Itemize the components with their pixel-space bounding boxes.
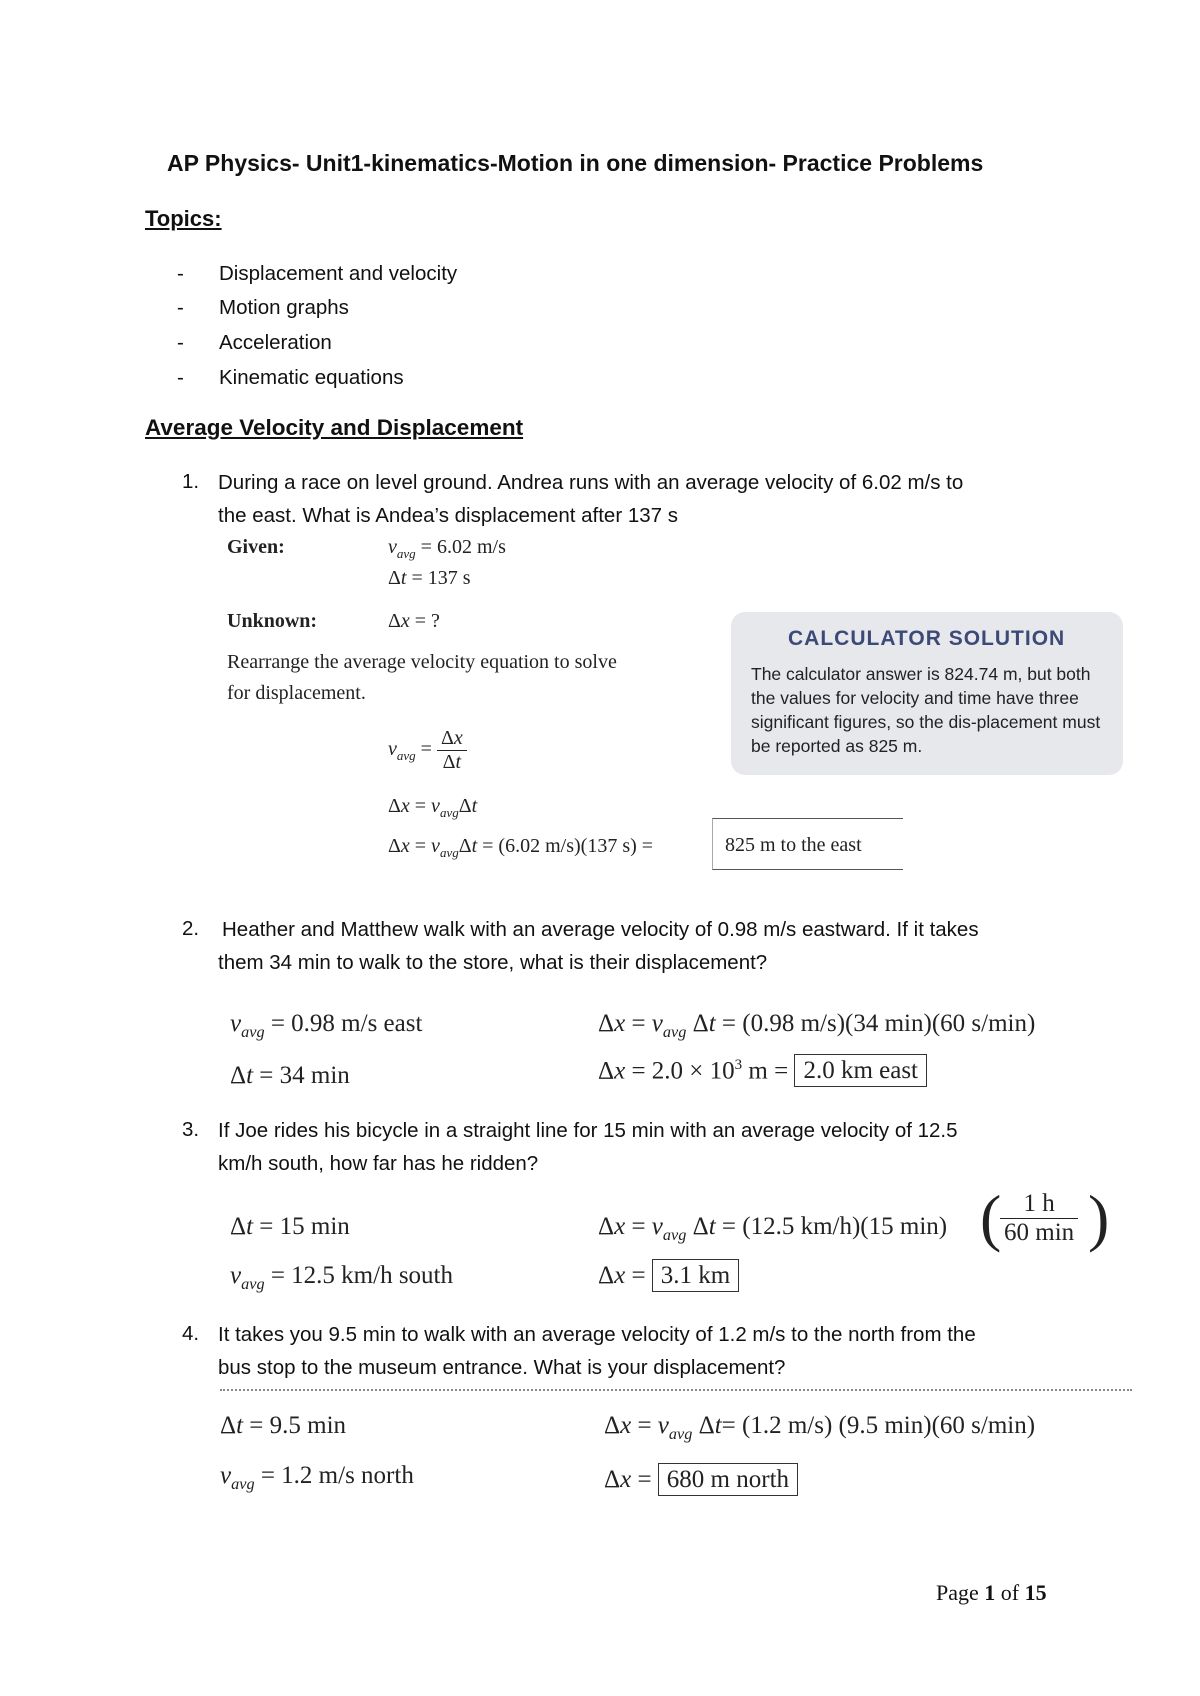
problem-4-text — [218, 1318, 1078, 1384]
topic-item — [177, 366, 404, 390]
unknown-label: Unknown: — [227, 610, 318, 632]
bullet-dash: - — [177, 262, 184, 285]
problem-2-velocity-value: = 0.98 m/s east — [270, 1010, 423, 1037]
calculator-solution-title: CALCULATOR SOLUTION — [788, 627, 1066, 650]
calculator-solution-body: The calculator answer is 824.74 m, but both the values for velocity and time have three significant figures, so the dis-placement must be reported as 825 m. — [751, 664, 1101, 756]
bullet-dash: - — [177, 296, 184, 319]
problem-2-velocity: $v_{avg} = 0.98$ m/s east — [230, 1010, 423, 1041]
given-velocity: $v_{avg} = 6.02$ m/s — [388, 536, 506, 561]
bullet-dash: - — [177, 331, 184, 354]
topic-label: Motion graphs — [219, 296, 349, 319]
problem-4-time: Δt = 9.5 min — [220, 1412, 347, 1439]
problem-4-number: 4. — [182, 1322, 200, 1345]
rearrange-line-1: Rearrange the average velocity equation to solve — [227, 651, 617, 673]
topic-label: Displacement and velocity — [219, 262, 458, 285]
problem-1-line-1: During a race on level ground. Andrea runs with an average velocity of 6.02 m/s to — [218, 471, 964, 494]
problem-4-answer: 680 m north — [658, 1463, 798, 1496]
fraction-numerator: 1 h — [1000, 1190, 1078, 1219]
problem-3-velocity-value: = 12.5 km/h south — [270, 1262, 453, 1289]
problem-3-conversion-fraction — [980, 1182, 1110, 1253]
bullet-dash: - — [177, 366, 184, 389]
given-time-value: = 137 s — [411, 567, 471, 589]
problem-3-line-1: If Joe rides his bicycle in a straight line for 15 min with an average velocity of 12.5 — [218, 1119, 958, 1142]
document-title: AP Physics- Unit1-kinematics-Motion in one dimension- Practice Problems — [167, 150, 984, 176]
problem-2-eq2-exp: 3 — [734, 1057, 743, 1073]
problem-1-text — [218, 466, 1078, 532]
problem-3-answer: 3.1 km — [652, 1259, 739, 1292]
equation-avg-velocity: $v_{avg}$ = $\frac{\Delta x}{\Delta t}$ — [388, 727, 467, 774]
fraction-hours-minutes — [1000, 1190, 1078, 1247]
unknown-value: = ? — [414, 610, 440, 632]
topic-item — [177, 262, 457, 286]
problem-3-number: 3. — [182, 1118, 200, 1141]
problem-4-velocity-value: = 1.2 m/s north — [260, 1462, 414, 1489]
problem-1-answer: 825 m to the east — [725, 834, 862, 856]
problem-3-equation-2: Δx = 3.1 km — [598, 1262, 739, 1290]
page-of-label: of — [1000, 1580, 1020, 1605]
topic-label: Kinematic equations — [219, 366, 404, 389]
topics-heading: Topics: — [145, 206, 222, 231]
problem-4-eq2-equals: = — [637, 1466, 652, 1493]
problem-1-line-2: the east. What is Andea’s displacement after 137 s — [218, 504, 678, 527]
problem-4-equation-2: Δx = 680 m north — [604, 1466, 798, 1494]
fraction-dx-dt: $\frac{\Delta x}{\Delta t}$ — [437, 727, 467, 774]
problem-3-eq2-equals: = — [631, 1262, 646, 1289]
unknown-displacement: Δx = ? — [388, 610, 440, 632]
equation-dx-2-values: = (6.02 m/s)(137 s) = — [482, 835, 654, 857]
problem-4-time-value: = 9.5 min — [249, 1412, 347, 1439]
problem-3-time-value: = 15 min — [259, 1213, 350, 1240]
problem-3-time: Δt = 15 min — [230, 1213, 350, 1240]
topic-item — [177, 296, 349, 320]
given-time: Δt = 137 s — [388, 567, 471, 589]
problem-4-equation-1-values: = (1.2 m/s) (9.5 min)(60 s/min) — [721, 1412, 1036, 1439]
fraction-denominator: 60 min — [1004, 1219, 1075, 1246]
topic-item — [177, 331, 332, 355]
problem-4-velocity: $v_{avg} = 1.2$ m/s north — [220, 1462, 414, 1493]
problem-2-time: Δt = 34 min — [230, 1062, 350, 1089]
given-velocity-value: = 6.02 m/s — [420, 536, 506, 558]
problem-3-velocity: $v_{avg} = 12.5$ km/h south — [230, 1262, 453, 1293]
dotted-divider — [220, 1389, 1132, 1391]
problem-2-equation-1: $\Delta x = v_{avg}$ Δt = (0.98 m/s)(34 min)(60 s/min) — [598, 1010, 1036, 1041]
answer-box — [712, 818, 903, 870]
page-total: 15 — [1024, 1580, 1047, 1605]
problem-4-line-1: It takes you 9.5 min to walk with an average velocity of 1.2 m/s to the north from the — [218, 1323, 976, 1346]
left-paren: ( — [980, 1182, 1002, 1253]
page-current: 1 — [984, 1580, 996, 1605]
problem-2-number: 2. — [182, 917, 200, 940]
problem-2-line-2: them 34 min to walk to the store, what is their displacement? — [218, 951, 768, 974]
problem-3-equation-1-values: = (12.5 km/h)(15 min) — [721, 1213, 948, 1240]
problem-3-text — [218, 1114, 1078, 1180]
problem-2-answer: 2.0 km east — [794, 1054, 927, 1087]
given-label: Given: — [227, 536, 285, 558]
problem-3-line-2: km/h south, how far has he ridden? — [218, 1152, 539, 1175]
problem-2-equation-2: $\Delta x = 2.0 \times 10^3$ m = 2.0 km east — [598, 1057, 927, 1085]
equation-dx-2: $\Delta x = v_{avg}\Delta t = (6.02$ m/s)(137 s) = — [388, 835, 654, 860]
problem-2-equation-1-values: = (0.98 m/s)(34 min)(60 s/min) — [721, 1010, 1036, 1037]
problem-4-line-2: bus stop to the museum entrance. What is your displacement? — [218, 1356, 786, 1379]
problem-4-equation-1: $\Delta x = v_{avg}$ Δt= (1.2 m/s) (9.5 min)(60 s/min) — [604, 1412, 1036, 1443]
page-number — [936, 1580, 1047, 1606]
right-paren: ) — [1088, 1182, 1110, 1253]
problem-2-eq2-a: = 2.0 × 10 — [631, 1057, 735, 1085]
problem-1-number: 1. — [182, 470, 200, 493]
equation-dx-1: $\Delta x = v_{avg}\Delta t$ — [388, 795, 478, 820]
problem-2-text — [218, 913, 1082, 979]
problem-2-eq2-b: m = — [742, 1057, 789, 1085]
problem-2-time-value: = 34 min — [259, 1062, 350, 1089]
topic-label: Acceleration — [219, 331, 332, 354]
problem-3-equation-1: $\Delta x = v_{avg}$ Δt = (12.5 km/h)(15 min) — [598, 1213, 948, 1244]
section-heading: Average Velocity and Displacement — [145, 415, 524, 440]
page-label: Page — [936, 1580, 979, 1605]
rearrange-line-2: for displacement. — [227, 682, 366, 704]
problem-2-line-1: Heather and Matthew walk with an average velocity of 0.98 m/s eastward. If it takes — [222, 918, 979, 941]
